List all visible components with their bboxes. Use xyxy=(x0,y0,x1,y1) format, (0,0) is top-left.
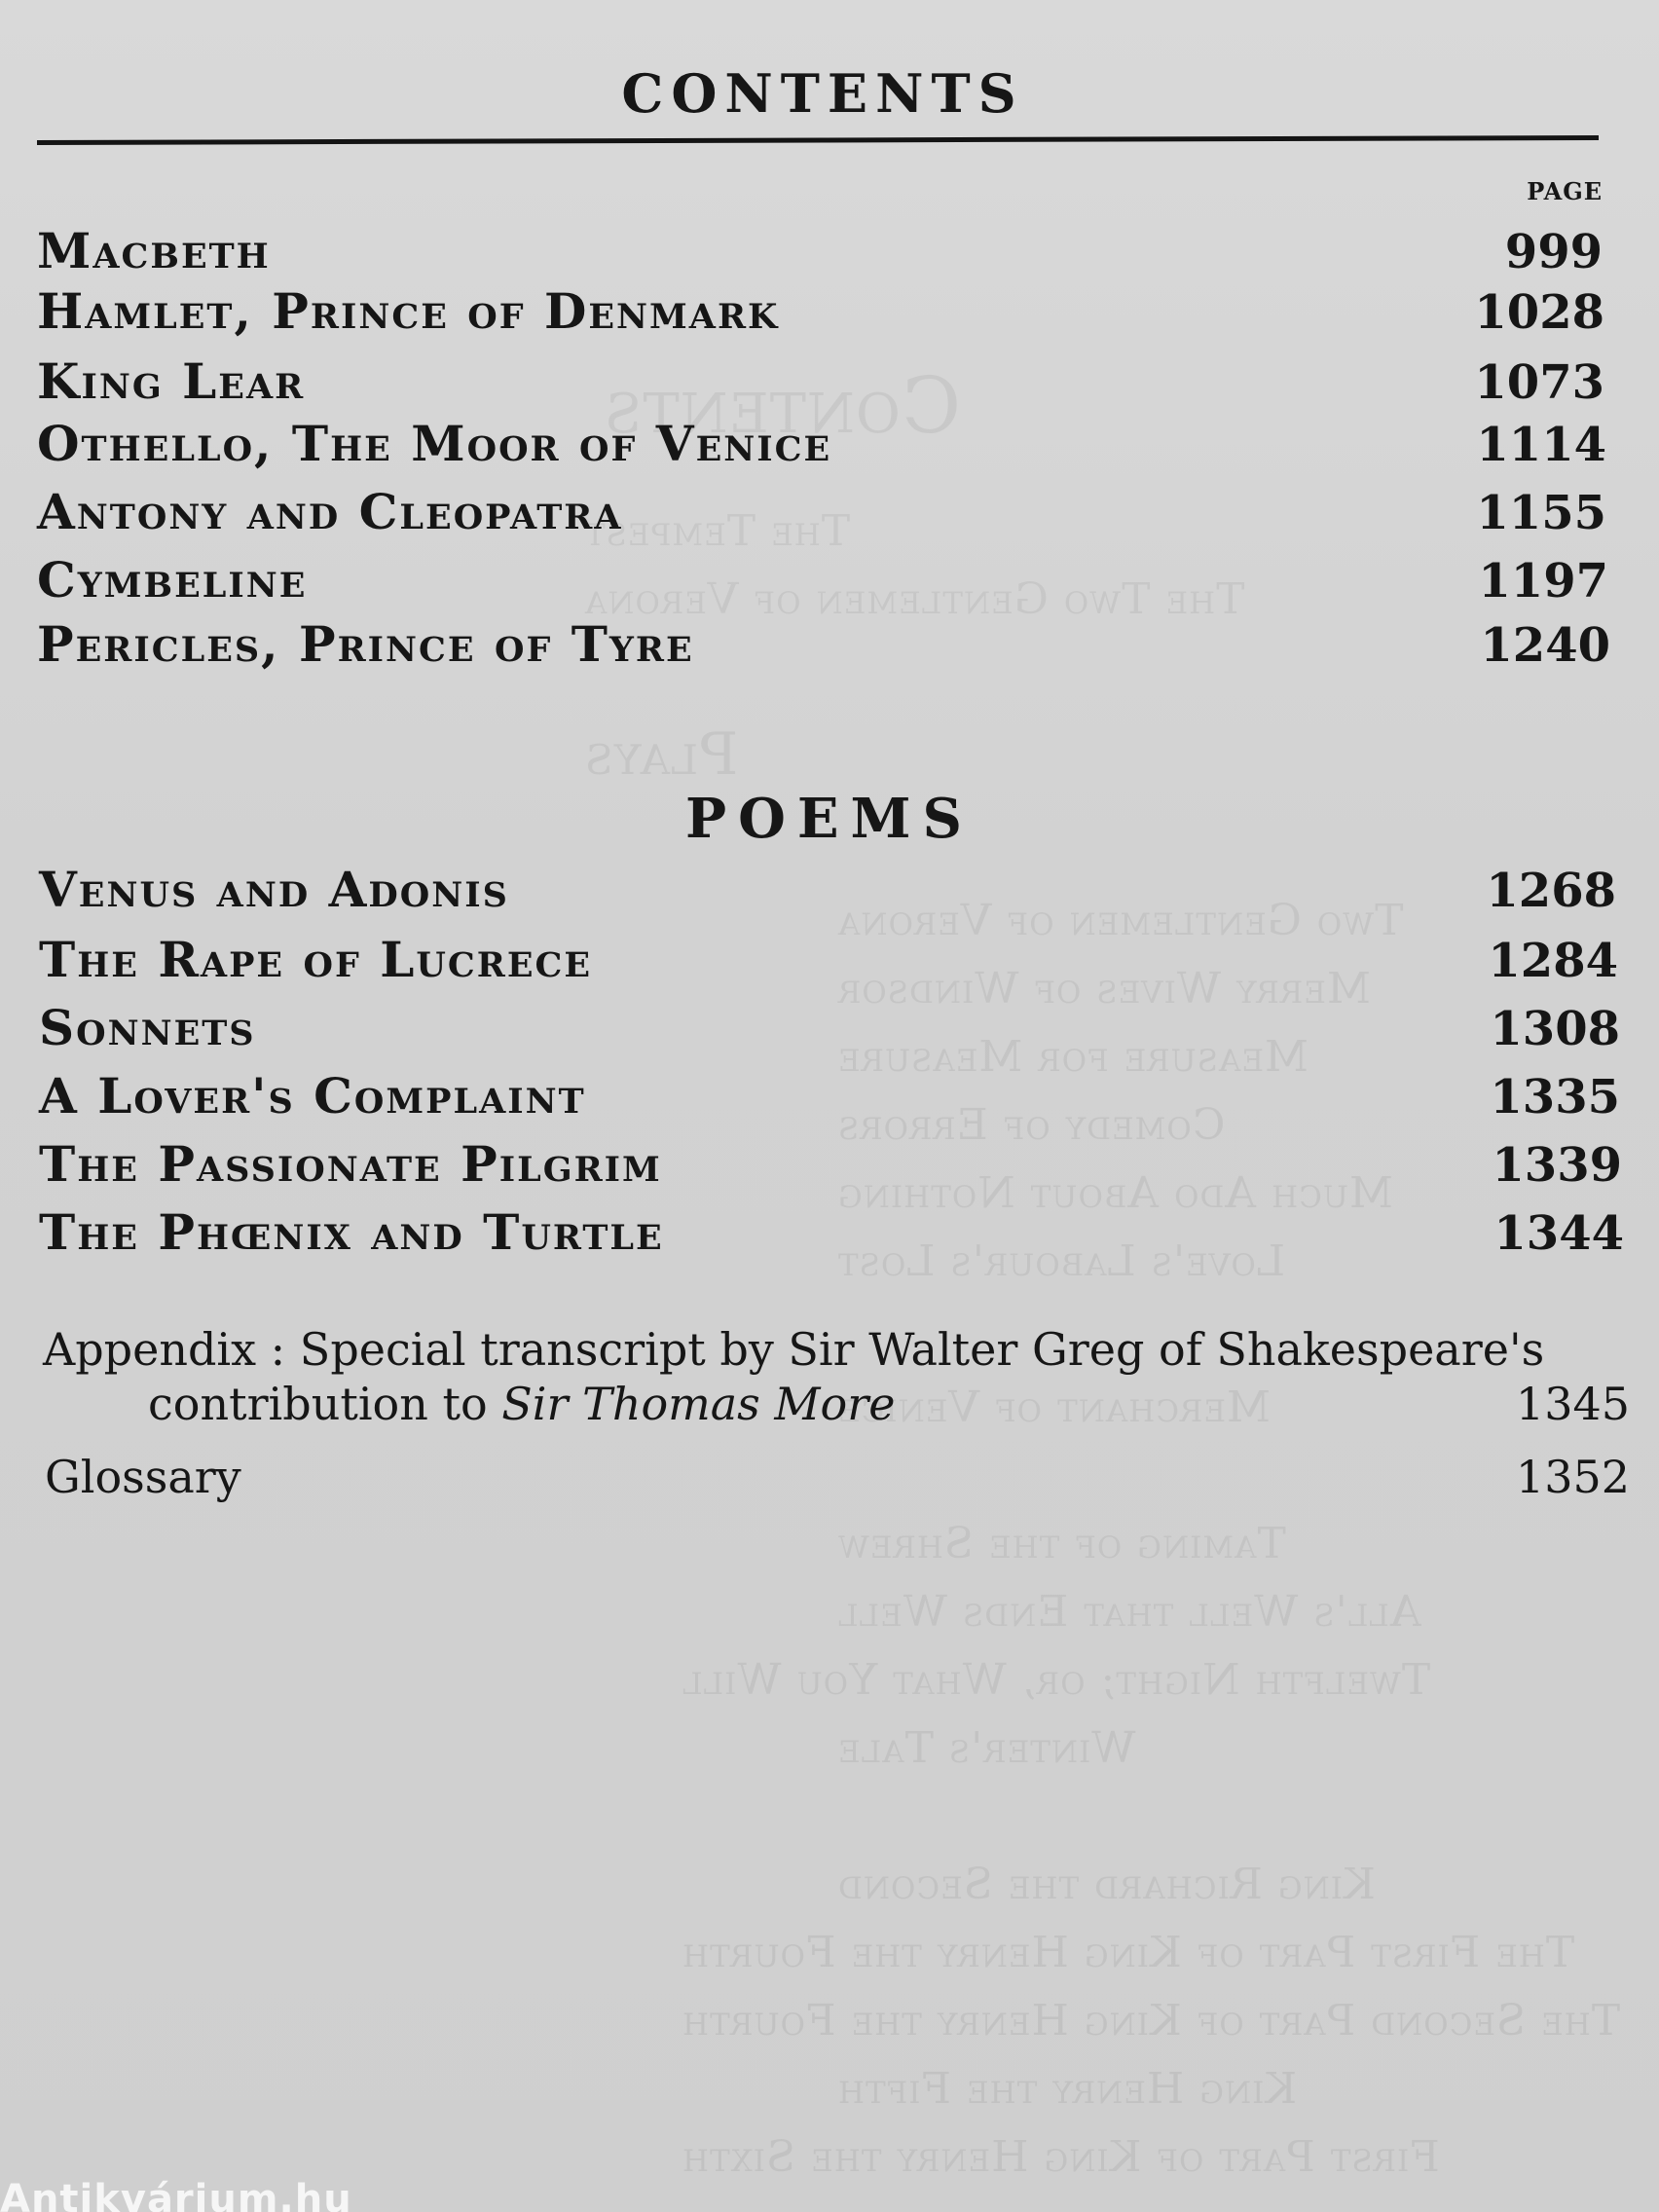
toc-entry xyxy=(39,1067,1620,1124)
page-title: CONTENTS xyxy=(621,62,1024,125)
appendix-subtitle-prefix: contribution to xyxy=(148,1378,502,1430)
title-rule xyxy=(37,135,1599,145)
glossary-title: Glossary xyxy=(45,1451,241,1503)
toc-entry-title: Antony and Cleopatra xyxy=(37,483,623,540)
toc-entry-title: The Passionate Pilgrim xyxy=(39,1135,662,1193)
toc-entry xyxy=(39,999,1620,1056)
appendix-page: 1345 xyxy=(1515,1378,1630,1430)
toc-entry-title: King Lear xyxy=(37,352,306,410)
poems-heading: POEMS xyxy=(684,787,974,851)
toc-entry-title: Venus and Adonis xyxy=(39,861,509,918)
toc-entry-page: 1073 xyxy=(1474,355,1604,410)
watermark: Antikvárium.hu xyxy=(0,2177,352,2212)
toc-entry-title: Sonnets xyxy=(39,999,256,1056)
toc-entry xyxy=(39,1135,1622,1193)
toc-entry-page: 1028 xyxy=(1474,285,1604,340)
toc-entry-title: Macbeth xyxy=(37,222,271,279)
toc-entry-title: The Rape of Lucrece xyxy=(39,931,593,988)
toc-entry-page: 1240 xyxy=(1480,618,1610,673)
toc-entry xyxy=(39,931,1618,988)
toc-entry-title: Hamlet, Prince of Denmark xyxy=(37,282,780,340)
glossary-entry xyxy=(45,1451,1630,1503)
toc-entry-title: A Lover's Complaint xyxy=(39,1067,586,1124)
toc-entry xyxy=(37,352,1604,410)
toc-entry-page: 1344 xyxy=(1493,1206,1624,1261)
toc-entry xyxy=(39,1203,1624,1261)
appendix-entry xyxy=(43,1322,1630,1431)
toc-entry-page: 1284 xyxy=(1488,934,1618,988)
toc-entry xyxy=(37,551,1608,608)
toc-entry-page: 999 xyxy=(1504,225,1603,279)
toc-entry xyxy=(37,415,1606,472)
toc-entry-page: 1114 xyxy=(1476,418,1606,472)
toc-entry xyxy=(39,861,1616,918)
appendix-subtitle xyxy=(148,1377,895,1431)
toc-entry-title: Cymbeline xyxy=(37,551,308,608)
toc-entry-title: Pericles, Prince of Tyre xyxy=(37,615,694,673)
toc-entry-page: 1155 xyxy=(1476,486,1606,540)
toc-entry xyxy=(37,282,1604,340)
glossary-page: 1352 xyxy=(1515,1451,1630,1503)
toc-entry-title: The Phœnix and Turtle xyxy=(39,1203,664,1261)
show-through-texture: Contents The Tempest The Two Gentlemen of Verona Plays Two Gentlemen of Verona Merry Wives of Windsor Measure for Measure Comedy of Errors Much Ado About Nothing Love's Labour's Lost Merchant of Venice Taming of the Shrew All's Well that Ends Well Twelfth Night; or, What You Will Winter's Tale King Richard the Second The First Part of King Henry the Fourth The Second Part of King Henry the Fourth King Henry the Fifth First Part of King Henry the Sixth xyxy=(584,360,1621,2182)
page-column-label: PAGE xyxy=(1527,177,1603,205)
toc-entry-page: 1268 xyxy=(1486,864,1616,918)
toc-entry-page: 1335 xyxy=(1490,1070,1620,1124)
toc-entry-page: 1197 xyxy=(1478,554,1608,608)
toc-entry-page: 1339 xyxy=(1492,1138,1622,1193)
toc-entry-page: 1308 xyxy=(1490,1002,1620,1056)
appendix-title: Appendix : Special transcript by Sir Walter Greg of Shakespeare's xyxy=(43,1323,1545,1376)
toc-entry xyxy=(37,483,1606,540)
toc-entry xyxy=(37,222,1603,279)
appendix-subtitle-italic: Sir Thomas More xyxy=(501,1378,896,1430)
toc-entry xyxy=(37,615,1610,673)
toc-entry-title: Othello, The Moor of Venice xyxy=(37,415,832,472)
